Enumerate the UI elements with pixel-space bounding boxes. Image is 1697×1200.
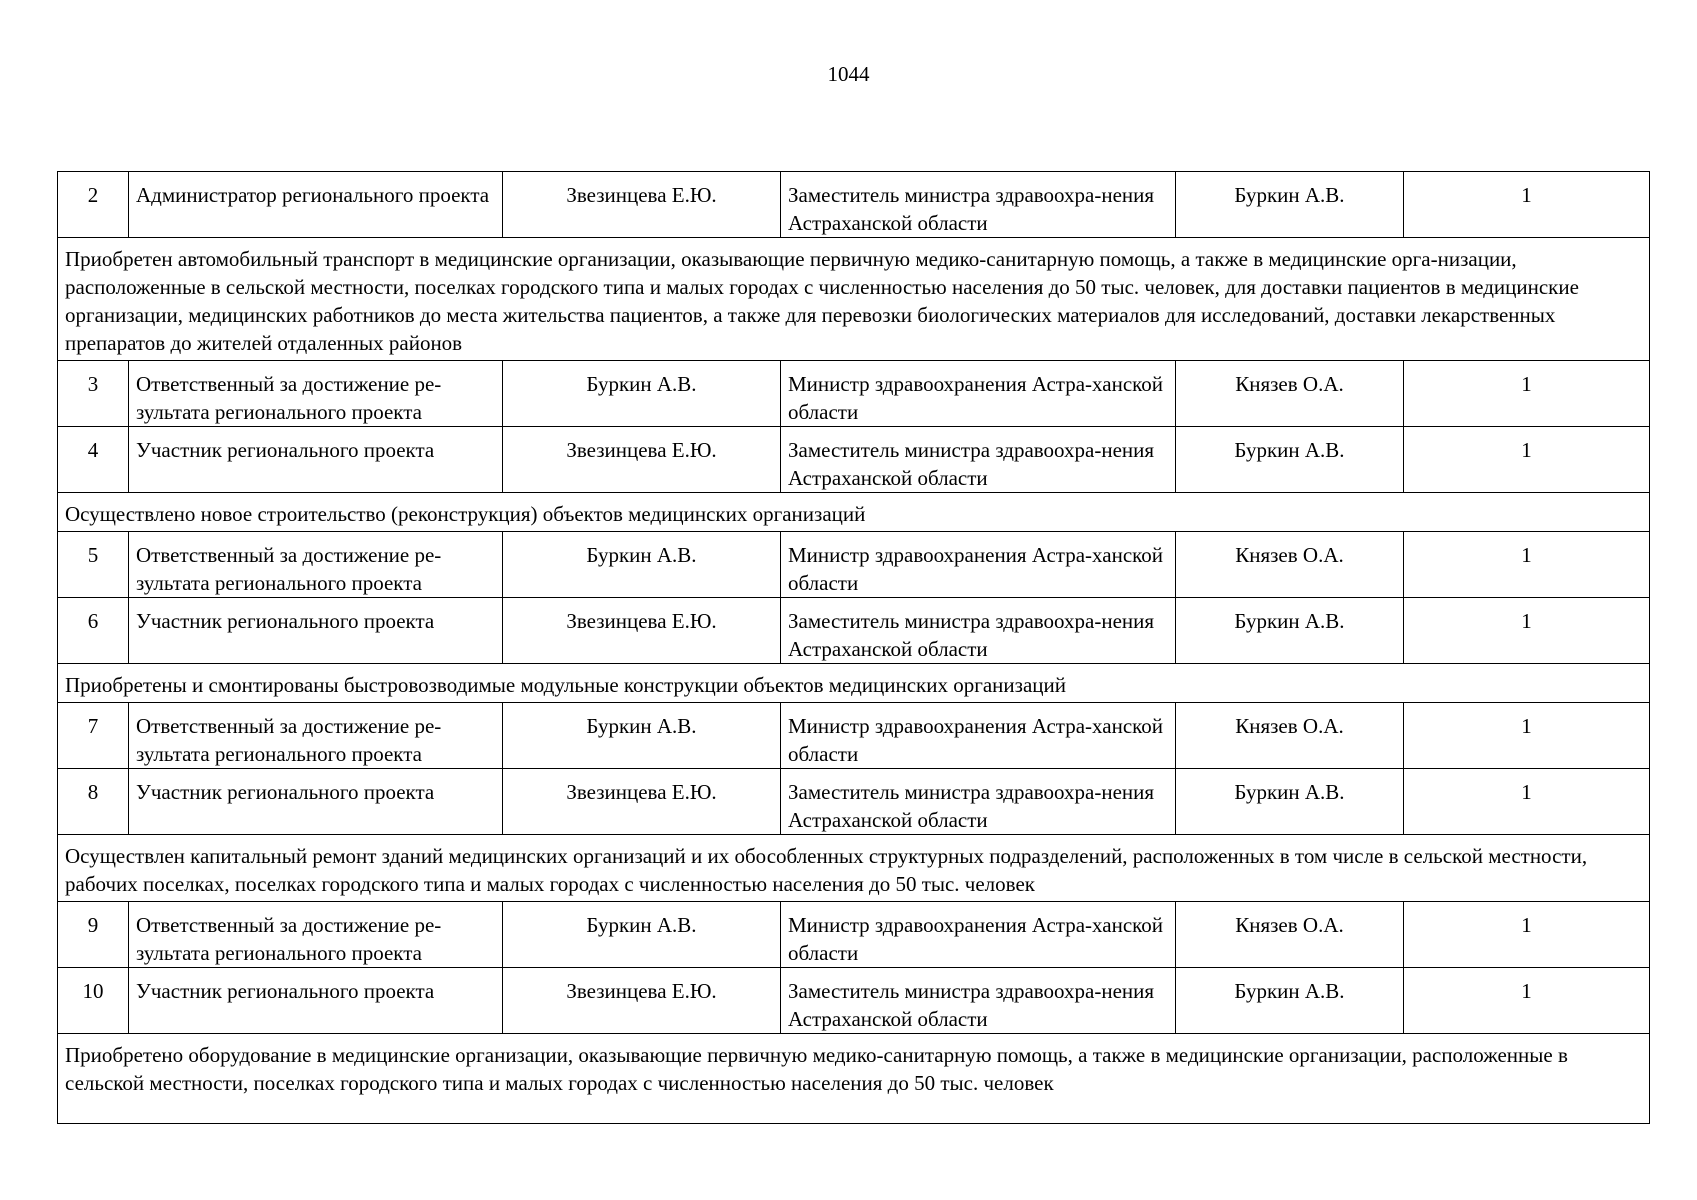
row-number: 4 — [58, 427, 129, 493]
row-number: 9 — [58, 902, 129, 968]
person-cell: Звезинцева Е.Ю. — [503, 968, 781, 1034]
person-cell: Буркин А.В. — [503, 703, 781, 769]
supervisor-cell: Князев О.А. — [1176, 902, 1404, 968]
table-row — [58, 598, 1650, 664]
section-header-row — [58, 835, 1650, 902]
role-cell: Администратор регионального проекта — [129, 172, 503, 238]
position-cell: Министр здравоохранения Астра-ханской области — [781, 703, 1176, 769]
share-cell: 1 — [1404, 968, 1650, 1034]
supervisor-cell: Буркин А.В. — [1176, 769, 1404, 835]
share-cell: 1 — [1404, 427, 1650, 493]
position-cell: Заместитель министра здравоохра-нения Астраханской области — [781, 172, 1176, 238]
share-cell: 1 — [1404, 703, 1650, 769]
position-cell: Министр здравоохранения Астра-ханской области — [781, 361, 1176, 427]
section-header-text: Приобретены и смонтированы быстровозводимые модульные конструкции объектов медицинских организаций — [58, 664, 1650, 703]
responsibility-table — [57, 171, 1650, 1124]
person-cell: Звезинцева Е.Ю. — [503, 769, 781, 835]
position-cell: Заместитель министра здравоохра-нения Астраханской области — [781, 427, 1176, 493]
section-header-row — [58, 1034, 1650, 1124]
role-cell: Ответственный за достижение ре-зультата регионального проекта — [129, 902, 503, 968]
row-number: 10 — [58, 968, 129, 1034]
section-header-row — [58, 238, 1650, 361]
role-cell: Ответственный за достижение ре-зультата регионального проекта — [129, 703, 503, 769]
position-cell: Министр здравоохранения Астра-ханской области — [781, 532, 1176, 598]
table-body — [58, 172, 1650, 1124]
table-row — [58, 427, 1650, 493]
page-number: 1044 — [827, 62, 870, 86]
table-row — [58, 361, 1650, 427]
section-header-text: Приобретен автомобильный транспорт в медицинские организации, оказывающие первичную медико-санитарную помощь, а также в медицинские орга-низации, расположенные в сельской местности, поселках городского типа и малых городах с численностью населения до 50 тыс. человек, для доставки пациентов в медицинские организации, медицинских работников до места жительства пациентов, а также для перевозки биологических материалов для исследований, доставки лекарственных препаратов до жителей отдаленных районов — [58, 238, 1650, 361]
row-number: 2 — [58, 172, 129, 238]
table-row — [58, 968, 1650, 1034]
section-header-text: Приобретено оборудование в медицинские организации, оказывающие первичную медико-санитарную помощь, а также в медицинские организации, расположенные в сельской местности, поселках городского типа и малых городах с численностью населения до 50 тыс. человек — [58, 1034, 1650, 1124]
supervisor-cell: Князев О.А. — [1176, 532, 1404, 598]
position-cell: Заместитель министра здравоохра-нения Астраханской области — [781, 598, 1176, 664]
supervisor-cell: Буркин А.В. — [1176, 598, 1404, 664]
section-header-text: Осуществлен капитальный ремонт зданий медицинских организаций и их обособленных структурных подразделений, расположенных в том числе в сельской местности, рабочих поселках, поселках городского типа и малых городах с численностью населения до 50 тыс. человек — [58, 835, 1650, 902]
share-cell: 1 — [1404, 902, 1650, 968]
section-header-text: Осуществлено новое строительство (реконструкция) объектов медицинских организаций — [58, 493, 1650, 532]
row-number: 7 — [58, 703, 129, 769]
role-cell: Ответственный за достижение ре-зультата регионального проекта — [129, 361, 503, 427]
share-cell: 1 — [1404, 361, 1650, 427]
section-header-row — [58, 493, 1650, 532]
table-row — [58, 532, 1650, 598]
share-cell: 1 — [1404, 172, 1650, 238]
table-row — [58, 902, 1650, 968]
role-cell: Участник регионального проекта — [129, 968, 503, 1034]
share-cell: 1 — [1404, 598, 1650, 664]
position-cell: Министр здравоохранения Астра-ханской области — [781, 902, 1176, 968]
person-cell: Звезинцева Е.Ю. — [503, 172, 781, 238]
table-row — [58, 703, 1650, 769]
section-header-row — [58, 664, 1650, 703]
person-cell: Звезинцева Е.Ю. — [503, 427, 781, 493]
role-cell: Участник регионального проекта — [129, 598, 503, 664]
row-number: 3 — [58, 361, 129, 427]
person-cell: Буркин А.В. — [503, 361, 781, 427]
table-row — [58, 172, 1650, 238]
person-cell: Буркин А.В. — [503, 902, 781, 968]
supervisor-cell: Буркин А.В. — [1176, 427, 1404, 493]
supervisor-cell: Князев О.А. — [1176, 703, 1404, 769]
person-cell: Буркин А.В. — [503, 532, 781, 598]
supervisor-cell: Буркин А.В. — [1176, 172, 1404, 238]
table-row — [58, 769, 1650, 835]
row-number: 6 — [58, 598, 129, 664]
share-cell: 1 — [1404, 769, 1650, 835]
role-cell: Участник регионального проекта — [129, 769, 503, 835]
supervisor-cell: Князев О.А. — [1176, 361, 1404, 427]
row-number: 8 — [58, 769, 129, 835]
share-cell: 1 — [1404, 532, 1650, 598]
supervisor-cell: Буркин А.В. — [1176, 968, 1404, 1034]
position-cell: Заместитель министра здравоохра-нения Астраханской области — [781, 968, 1176, 1034]
row-number: 5 — [58, 532, 129, 598]
role-cell: Ответственный за достижение ре-зультата регионального проекта — [129, 532, 503, 598]
person-cell: Звезинцева Е.Ю. — [503, 598, 781, 664]
role-cell: Участник регионального проекта — [129, 427, 503, 493]
position-cell: Заместитель министра здравоохра-нения Астраханской области — [781, 769, 1176, 835]
